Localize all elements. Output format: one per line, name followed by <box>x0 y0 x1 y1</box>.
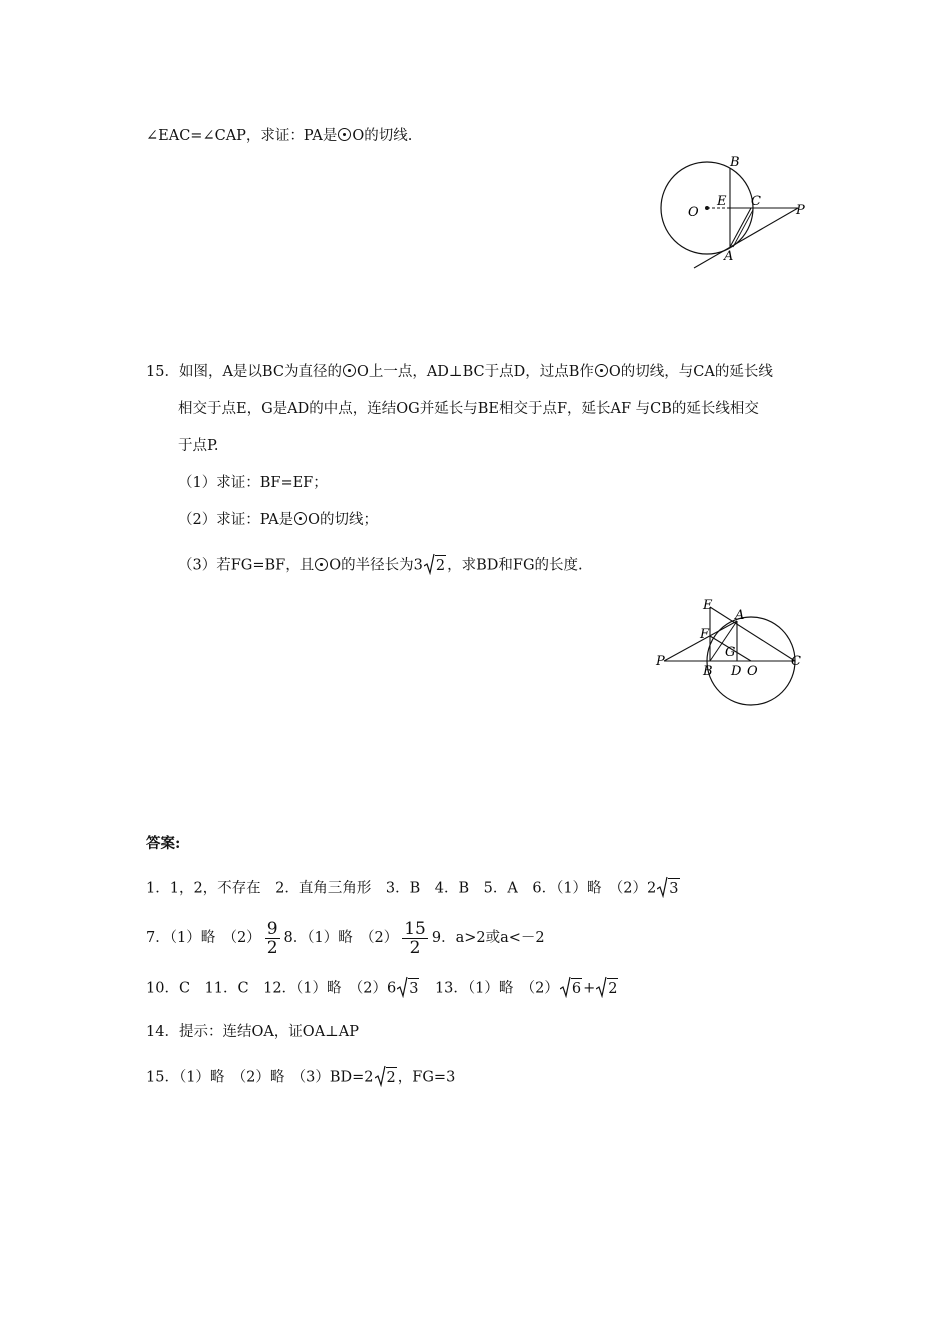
problem15-question3 <box>178 555 583 576</box>
p15-l1-a: 15．如图，A是以BC为直径的 <box>146 364 342 380</box>
figure-circle-tangent <box>650 150 820 272</box>
p15-q2-b: O的切线； <box>308 512 379 528</box>
a1-text: 1．1，2，不存在 2．直角三角形 3．B 4．B 5．A 6．（1）略 （2）2 <box>146 880 657 897</box>
problem14-statement <box>146 126 412 146</box>
p15-l1-b: O上一点，AD⊥BC于点D，过点B作 <box>356 364 594 380</box>
p15-l1-c: O的切线，与CA的延长线 <box>608 364 773 380</box>
radicand: 2 <box>607 978 618 999</box>
p15-q2-a: （2）求证：PA是 <box>178 512 294 528</box>
answers-line4: 14．提示：连结OA，证OA⊥AP <box>146 1024 360 1040</box>
circle-dot-icon <box>343 364 356 377</box>
radicand: 2 <box>386 1067 397 1088</box>
fraction <box>402 920 428 957</box>
problem14-text-a: ∠EAC=∠CAP，求证：PA是 <box>146 128 338 144</box>
problem15-question2 <box>178 510 378 530</box>
problem15-line3: 于点P. <box>178 438 219 454</box>
a3-text-a: 10．C 11．C 12．（1）略 （2）6 <box>146 980 397 997</box>
a3-text-b: 13．（1）略 （2） <box>434 980 559 997</box>
problem15-line2: 相交于点E，G是AD的中点，连结OG并延长与BE相交于点F，延长AF 与CB的延长线相交 <box>178 401 759 417</box>
fig1-label-e: E <box>717 194 727 209</box>
fig1-ac2 <box>733 210 753 247</box>
fig1-label-p: P <box>796 203 805 218</box>
answers-line3 <box>146 978 619 999</box>
denominator: 2 <box>266 937 278 958</box>
fig2-ec <box>710 607 795 661</box>
radical-sign-icon <box>560 976 571 998</box>
radical-sign-icon <box>424 553 435 575</box>
fig2-label-e: E <box>703 598 713 613</box>
answers-line5 <box>146 1067 455 1088</box>
a2-text-a: 7．（1）略 （2） <box>146 930 261 946</box>
sqrt-symbol <box>397 978 419 999</box>
a5-text-a: 15．（1）略 （2）略 （3）BD=2 <box>146 1069 374 1086</box>
fig2-label-g: G <box>725 645 736 660</box>
numerator: 9 <box>266 918 278 939</box>
radicand: 3 <box>668 878 679 899</box>
fig2-label-b: B <box>703 664 713 679</box>
denominator: 2 <box>409 937 421 958</box>
problem14-text-b: O的切线. <box>352 128 413 144</box>
figure-tangent-diameter <box>650 595 815 707</box>
fig2-label-a: A <box>735 608 745 623</box>
circle-dot-icon <box>294 512 307 525</box>
sqrt-symbol <box>424 555 446 576</box>
plus-sign: + <box>583 980 596 997</box>
problem15-question1: （1）求证：BF=EF； <box>178 475 328 491</box>
p15-q3-c: ，求BD和FG的长度. <box>447 557 583 574</box>
p15-q3-a: （3）若FG=BF，且 <box>178 557 315 574</box>
a5-text-b: ，FG=3 <box>397 1069 456 1086</box>
radicand: 3 <box>408 978 419 999</box>
sqrt-symbol <box>375 1067 397 1088</box>
radical-sign-icon <box>397 976 408 998</box>
problem15-line1 <box>146 362 773 382</box>
answers-heading: 答案: <box>146 835 181 852</box>
answers-line1 <box>146 878 681 899</box>
fig1-label-a: A <box>724 249 734 264</box>
a2-text-b: 8．（1）略 （2） <box>283 930 399 946</box>
fig2-label-p: P <box>656 654 665 669</box>
fig2-label-c: C <box>791 654 801 669</box>
radicand: 6 <box>571 978 582 999</box>
fig1-label-o: O <box>688 205 699 220</box>
radicand: 2 <box>435 555 446 576</box>
circle-dot-icon <box>595 364 608 377</box>
sqrt-symbol <box>596 978 618 999</box>
radical-sign-icon <box>375 1065 386 1087</box>
p15-q3-b: O的半径长为3 <box>329 557 423 574</box>
circle-dot-icon <box>315 558 328 571</box>
sqrt-symbol <box>560 978 582 999</box>
circle-dot-icon <box>338 128 351 141</box>
fig1-label-c: C <box>751 194 761 209</box>
answers-line2 <box>146 916 545 960</box>
fig2-label-d: D <box>731 664 742 679</box>
fig2-label-o: O <box>747 664 758 679</box>
fig2-label-f: F <box>700 627 710 642</box>
fraction <box>265 920 280 957</box>
sqrt-symbol <box>657 878 679 899</box>
radical-sign-icon <box>596 976 607 998</box>
numerator: 15 <box>404 918 426 939</box>
fig1-label-b: B <box>730 155 740 170</box>
a2-text-c: 9．a>2或a<－2 <box>431 930 545 946</box>
radical-sign-icon <box>657 876 668 898</box>
